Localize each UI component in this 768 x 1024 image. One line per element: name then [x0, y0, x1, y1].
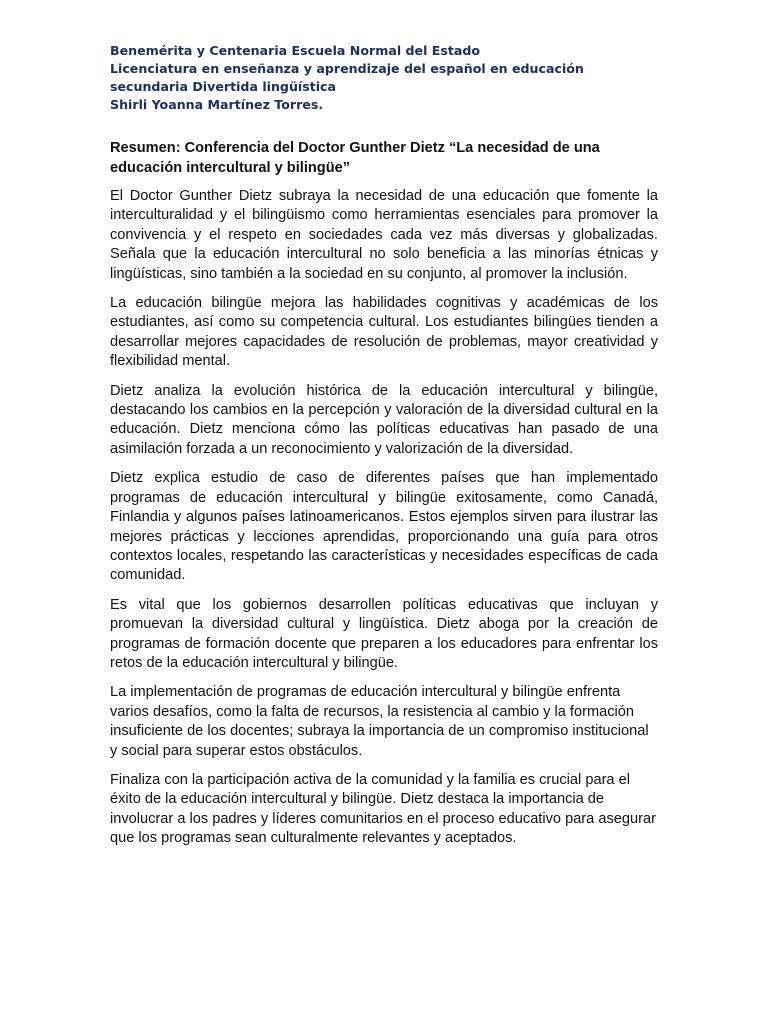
- summary-title: Resumen: Conferencia del Doctor Gunther Dietz “La necesidad de una educación intercultural y bilingüe”: [110, 140, 600, 176]
- document-body: [110, 138, 658, 859]
- paragraph-2: La educación bilingüe mejora las habilidades cognitivas y académicas de los estudiantes, así como su competencia cultural. Los estudiantes bilingües tienden a desarrollar mejores capacidades de resolución de problemas, mayor creatividad y flexibilidad mental.: [110, 295, 658, 370]
- degree-program-line-1: Licenciatura en enseñanza y aprendizaje del español en educación: [110, 61, 584, 76]
- author-name: Shirli Yoanna Martínez Torres.: [110, 97, 324, 112]
- document-header: [110, 42, 670, 114]
- degree-program-line-2: secundaria Divertida lingüística: [110, 79, 337, 94]
- paragraph-3: Dietz analiza la evolución histórica de la educación intercultural y bilingüe, destacando los cambios en la percepción y valoración de la diversidad cultural en la educación. Dietz menciona cómo las políticas educativas han pasado de una asimilación forzada a un reconocimiento y valorización de la diversidad.: [110, 382, 658, 457]
- institution-name: Benemérita y Centenaria Escuela Normal del Estado: [110, 43, 481, 58]
- paragraph-7: Finaliza con la participación activa de la comunidad y la familia es crucial para el éxito de la educación intercultural y bilingüe. Dietz destaca la importancia de involucrar a los padres y líderes comunitarios en el proceso educativo para asegurar que los programas sean culturalmente relevantes y aceptados.: [110, 771, 656, 847]
- paragraph-6: La implementación de programas de educación intercultural y bilingüe enfrenta varios desafíos, como la falta de recursos, la resistencia al cambio y la formación insuficiente de los docentes; subraya la importancia de un compromiso institucional y social para superar estos obstáculos.: [110, 684, 649, 759]
- paragraph-5: Es vital que los gobiernos desarrollen políticas educativas que incluyan y promuevan la diversidad cultural y lingüística. Dietz aboga por la creación de programas de formación docente que preparen a los educadores para enfrentar los retos de la educación intercultural y bilingüe.: [110, 596, 658, 671]
- paragraph-4: Dietz explica estudio de caso de diferentes países que han implementado programas de educación intercultural y bilingüe exitosamente, como Canadá, Finlandia y algunos países latinoamericanos. Estos ejemplos sirven para ilustrar las mejores prácticas y lecciones aprendidas, proporcionando una guía para otros contextos locales, respetando las características y necesidades específicas de cada comunidad.: [110, 470, 658, 584]
- paragraph-1: El Doctor Gunther Dietz subraya la necesidad de una educación que fomente la interculturalidad y el bilingüismo como herramientas esenciales para promover la convivencia y el respeto en sociedades cada vez más diversas y globalizadas. Señala que la educación intercultural no solo beneficia a las minorías étnicas y lingüísticas, sino también a la sociedad en su conjunto, al promover la inclusión.: [110, 188, 658, 282]
